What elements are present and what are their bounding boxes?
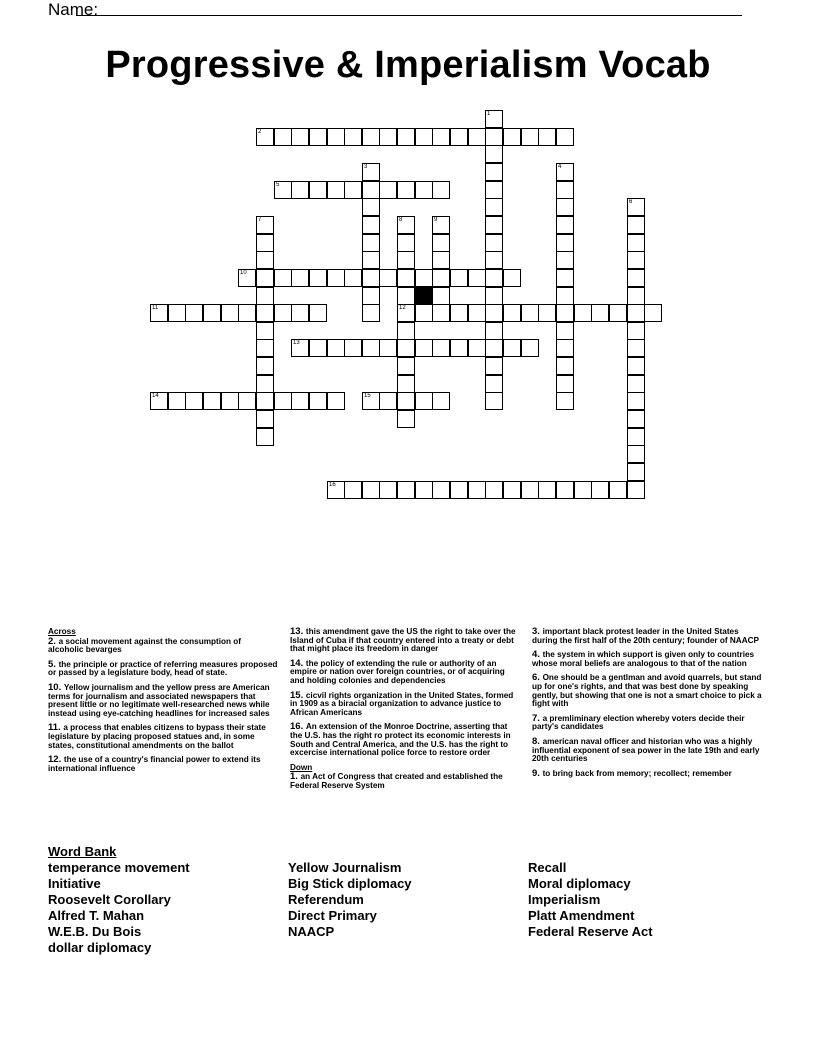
grid-cell[interactable]: [309, 392, 327, 410]
clue-number: 12.: [48, 754, 64, 766]
grid-cell[interactable]: [574, 304, 592, 322]
grid-cell[interactable]: [362, 181, 380, 199]
grid-cell[interactable]: [450, 269, 468, 287]
clues-column-2: [290, 628, 520, 797]
grid-cell[interactable]: [485, 234, 503, 252]
grid-cell[interactable]: [362, 198, 380, 216]
down-clue: [532, 674, 762, 708]
word-bank-item: Alfred T. Mahan: [48, 908, 145, 923]
grid-cell[interactable]: [556, 163, 574, 181]
grid-cell[interactable]: [256, 410, 274, 428]
grid-cell[interactable]: [274, 304, 292, 322]
grid-cell[interactable]: [556, 375, 574, 393]
grid-cell[interactable]: [397, 357, 415, 375]
grid-cell[interactable]: [432, 234, 450, 252]
grid-cell[interactable]: [362, 234, 380, 252]
clue-number: 4: [558, 164, 562, 170]
clue-text: this amendment gave the US the right to take over the Island of Cuba if that country entered into a treaty or debt that might place its freedom in danger: [290, 627, 516, 654]
grid-cell[interactable]: [627, 445, 645, 463]
grid-cell[interactable]: [327, 481, 345, 499]
grid-cell[interactable]: [556, 234, 574, 252]
grid-cell[interactable]: [362, 128, 380, 146]
grid-cell[interactable]: [503, 481, 521, 499]
grid-cell[interactable]: [468, 269, 486, 287]
grid-cell[interactable]: [256, 375, 274, 393]
down-clue: [532, 767, 762, 779]
grid-cell[interactable]: [556, 216, 574, 234]
clue-number: 7: [258, 217, 262, 223]
clue-number: 3: [364, 164, 368, 170]
crossword-grid: [0, 0, 816, 520]
grid-cell[interactable]: [344, 128, 362, 146]
grid-cell[interactable]: [450, 481, 468, 499]
grid-cell[interactable]: [397, 234, 415, 252]
word-bank-item: NAACP: [288, 924, 335, 939]
grid-cell[interactable]: [538, 304, 556, 322]
grid-cell[interactable]: [485, 322, 503, 340]
clue-number: 14: [152, 393, 159, 399]
grid-cell[interactable]: [503, 128, 521, 146]
grid-cell[interactable]: [485, 481, 503, 499]
across-clue: [48, 724, 278, 750]
grid-cell[interactable]: [556, 269, 574, 287]
clue-text: the principle or practice of referring measures proposed or passed by a legislature body, head of state.: [48, 659, 278, 678]
across-heading: Across: [48, 627, 76, 636]
grid-cell[interactable]: [521, 304, 539, 322]
grid-cell[interactable]: [485, 198, 503, 216]
grid-cell[interactable]: [238, 304, 256, 322]
grid-cell[interactable]: [556, 251, 574, 269]
grid-cell[interactable]: [432, 251, 450, 269]
grid-cell[interactable]: [415, 481, 433, 499]
grid-cell[interactable]: [256, 216, 274, 234]
grid-cell[interactable]: [256, 251, 274, 269]
grid-cell[interactable]: [627, 287, 645, 305]
word-bank-item: Initiative: [48, 876, 101, 891]
grid-cell[interactable]: [644, 304, 662, 322]
grid-cell[interactable]: [238, 269, 256, 287]
grid-cell[interactable]: [556, 357, 574, 375]
grid-cell[interactable]: [379, 392, 397, 410]
grid-cell[interactable]: [503, 304, 521, 322]
grid-cell[interactable]: [521, 128, 539, 146]
grid-cell[interactable]: [274, 392, 292, 410]
grid-cell[interactable]: [485, 269, 503, 287]
clue-number: 6.: [532, 672, 543, 684]
across-clue: [290, 723, 520, 757]
grid-cell[interactable]: [379, 269, 397, 287]
grid-cell[interactable]: [627, 251, 645, 269]
grid-cell[interactable]: [450, 128, 468, 146]
clue-number: 2.: [48, 635, 59, 647]
clue-number: 10: [240, 270, 247, 276]
grid-cell[interactable]: [256, 269, 274, 287]
grid-cell[interactable]: [450, 304, 468, 322]
grid-cell[interactable]: [309, 128, 327, 146]
grid-cell[interactable]: [485, 251, 503, 269]
grid-cell[interactable]: [256, 339, 274, 357]
grid-cell[interactable]: [627, 304, 645, 322]
grid-cell[interactable]: [344, 181, 362, 199]
grid-cell[interactable]: [556, 392, 574, 410]
clue-text: the policy of extending the rule or authority of an empire or nation over foreign countries, or of acquiring and holding colonies and dependencies: [290, 658, 505, 685]
grid-cell[interactable]: [485, 163, 503, 181]
grid-cell[interactable]: [468, 339, 486, 357]
grid-cell[interactable]: [327, 269, 345, 287]
clue-number: 1: [487, 111, 491, 117]
grid-cell[interactable]: [397, 339, 415, 357]
grid-cell[interactable]: [432, 216, 450, 234]
across-clue: [290, 657, 520, 686]
word-bank-column-1: [48, 860, 190, 956]
clue-text: An extension of the Monroe Doctrine, asserting that the U.S. has the right ro protect its economic interests in South and Central America, and the U.S. has the right to excercise international police force to restore order: [290, 722, 511, 758]
clue-text: cicvil rights organization in the United States, formed in 1909 as a biracial organization to advance justice to African Americans: [290, 690, 514, 717]
grid-cell[interactable]: [327, 339, 345, 357]
across-clue-list-cont: [290, 628, 520, 758]
grid-cell[interactable]: [468, 304, 486, 322]
grid-cell[interactable]: [415, 392, 433, 410]
grid-cell[interactable]: [432, 339, 450, 357]
grid-cell[interactable]: [150, 392, 168, 410]
grid-cell[interactable]: [503, 339, 521, 357]
grid-cell[interactable]: [538, 481, 556, 499]
grid-cell[interactable]: [556, 339, 574, 357]
word-bank-item: Platt Amendment: [528, 908, 635, 923]
grid-cell[interactable]: [362, 304, 380, 322]
clue-number: 11: [152, 305, 159, 311]
grid-cell[interactable]: [556, 128, 574, 146]
clue-number: 8.: [532, 735, 543, 747]
word-bank-column-3: [528, 860, 653, 940]
grid-cell[interactable]: [503, 269, 521, 287]
grid-cell[interactable]: [291, 269, 309, 287]
grid-cell[interactable]: [344, 269, 362, 287]
grid-cell[interactable]: [415, 304, 433, 322]
clue-text: american naval officer and historian who was a highly influential exponent of sea power in the late 19th and early 20th centuries: [532, 736, 760, 764]
clue-number: 4.: [532, 649, 543, 661]
grid-cell[interactable]: [556, 481, 574, 499]
grid-cell[interactable]: [432, 304, 450, 322]
grid-cell[interactable]: [468, 128, 486, 146]
clue-number: 10.: [48, 681, 64, 693]
grid-cell[interactable]: [627, 375, 645, 393]
grid-cell[interactable]: [256, 234, 274, 252]
clue-text: One should be a gentlman and avoid quarrels, but stand up for one's rights, and that was best done by speaking gently, but showing that one is not a smart choice to pick a fight with: [532, 673, 762, 709]
down-clue: [532, 628, 762, 645]
grid-cell[interactable]: [432, 287, 450, 305]
word-bank-item: Direct Primary: [288, 908, 377, 923]
word-bank-item: Roosevelt Corollary: [48, 892, 171, 907]
grid-cell[interactable]: [362, 481, 380, 499]
grid-cell[interactable]: [627, 463, 645, 481]
clue-number: 6: [629, 199, 633, 205]
grid-cell[interactable]: [432, 269, 450, 287]
clue-text: an Act of Congress that created and established the Federal Reserve System: [290, 772, 503, 790]
clue-text: Yellow journalism and the yellow press are American terms for journalism and associated newspapers that present little or no legitimate well-researched news while instead using eye-catching headlines for increased sales: [48, 682, 270, 718]
grid-cell[interactable]: [591, 304, 609, 322]
down-clue-list-cont: [532, 628, 762, 778]
grid-cell[interactable]: [397, 481, 415, 499]
grid-cell[interactable]: [291, 392, 309, 410]
grid-cell[interactable]: [274, 181, 292, 199]
clue-text: a social movement against the consumption of alcoholic bevarges: [48, 636, 241, 655]
grid-cell[interactable]: [468, 481, 486, 499]
word-bank-item: Referendum: [288, 892, 364, 907]
grid-cell[interactable]: [627, 428, 645, 446]
grid-cell[interactable]: [185, 392, 203, 410]
grid-cell[interactable]: [256, 428, 274, 446]
grid-cell[interactable]: [397, 304, 415, 322]
across-clue: [48, 681, 278, 718]
clue-number: 12: [399, 305, 406, 311]
grid-cell[interactable]: [221, 392, 239, 410]
grid-cell[interactable]: [379, 339, 397, 357]
word-bank-item: Recall: [528, 860, 567, 875]
grid-cell[interactable]: [627, 410, 645, 428]
down-clue: [290, 773, 520, 790]
black-square: [415, 287, 433, 305]
clue-text: to bring back from memory; recollect; remember: [542, 768, 732, 778]
grid-cell[interactable]: [556, 198, 574, 216]
page-title: Progressive & Imperialism Vocab: [105, 44, 711, 86]
grid-cell[interactable]: [397, 392, 415, 410]
grid-cell[interactable]: [309, 339, 327, 357]
grid-cell[interactable]: [627, 339, 645, 357]
clue-number: 3.: [532, 626, 543, 637]
grid-cell[interactable]: [627, 481, 645, 499]
grid-cell[interactable]: [485, 304, 503, 322]
word-bank-item: Imperialism: [528, 892, 601, 907]
grid-cell[interactable]: [362, 216, 380, 234]
down-clue: [532, 712, 762, 732]
grid-cell[interactable]: [397, 251, 415, 269]
grid-cell[interactable]: [450, 339, 468, 357]
grid-cell[interactable]: [485, 339, 503, 357]
grid-cell[interactable]: [256, 322, 274, 340]
grid-cell[interactable]: [168, 392, 186, 410]
clues-column-3: [532, 628, 762, 784]
grid-cell[interactable]: [327, 181, 345, 199]
grid-cell[interactable]: [274, 269, 292, 287]
name-label: Name:: [48, 0, 99, 19]
grid-cell[interactable]: [397, 287, 415, 305]
grid-cell[interactable]: [238, 392, 256, 410]
grid-cell[interactable]: [485, 216, 503, 234]
clue-number: 5: [276, 182, 280, 188]
grid-cell[interactable]: [397, 375, 415, 393]
grid-cell[interactable]: [521, 481, 539, 499]
grid-cell[interactable]: [556, 287, 574, 305]
grid-cell[interactable]: [415, 128, 433, 146]
grid-cell[interactable]: [556, 181, 574, 199]
word-bank-item: Big Stick diplomacy: [288, 876, 412, 891]
grid-cell[interactable]: [485, 287, 503, 305]
clue-text: the use of a country's financial power to extend its international influence: [48, 755, 261, 773]
grid-cell[interactable]: [256, 357, 274, 375]
clue-text: a premliminary election whereby voters decide their party's candidates: [532, 713, 745, 732]
clue-number: 9: [434, 217, 438, 223]
grid-cell[interactable]: [379, 481, 397, 499]
grid-cell[interactable]: [203, 392, 221, 410]
grid-cell[interactable]: [591, 481, 609, 499]
grid-cell[interactable]: [362, 163, 380, 181]
clue-number: 15: [364, 393, 371, 399]
grid-cell[interactable]: [627, 234, 645, 252]
grid-cell[interactable]: [309, 269, 327, 287]
grid-cell[interactable]: [256, 287, 274, 305]
clue-number: 15.: [290, 689, 306, 701]
across-clue: [290, 689, 520, 718]
grid-cell[interactable]: [362, 251, 380, 269]
word-bank-column-2: [288, 860, 412, 940]
grid-cell[interactable]: [538, 128, 556, 146]
grid-cell[interactable]: [485, 145, 503, 163]
grid-cell[interactable]: [627, 357, 645, 375]
word-bank-item: Moral diplomacy: [528, 876, 631, 891]
grid-cell[interactable]: [432, 181, 450, 199]
grid-cell[interactable]: [256, 304, 274, 322]
word-bank-item: temperance movement: [48, 860, 190, 875]
clues-column-1: [48, 628, 278, 779]
grid-cell[interactable]: [627, 269, 645, 287]
clue-number: 16: [329, 482, 336, 488]
grid-cell[interactable]: [432, 392, 450, 410]
grid-cell[interactable]: [291, 181, 309, 199]
grid-cell[interactable]: [397, 128, 415, 146]
grid-cell[interactable]: [521, 339, 539, 357]
clue-number: 8: [399, 217, 403, 223]
down-clue: [532, 735, 762, 764]
grid-cell[interactable]: [362, 339, 380, 357]
grid-cell[interactable]: [415, 339, 433, 357]
clue-text: a process that enables citizens to bypass their state legislature by placing proposed statues and, in some states, constitutional amendments on the ballot: [48, 723, 266, 750]
grid-cell[interactable]: [609, 304, 627, 322]
grid-cell[interactable]: [397, 410, 415, 428]
grid-cell[interactable]: [485, 181, 503, 199]
grid-cell[interactable]: [397, 216, 415, 234]
clue-number: 1.: [290, 771, 301, 783]
grid-cell[interactable]: [485, 110, 503, 128]
down-heading: Down: [290, 762, 313, 772]
grid-cell[interactable]: [415, 269, 433, 287]
clue-number: 16.: [290, 721, 306, 733]
grid-cell[interactable]: [627, 392, 645, 410]
grid-cell[interactable]: [362, 392, 380, 410]
grid-cell[interactable]: [203, 304, 221, 322]
grid-cell[interactable]: [309, 304, 327, 322]
across-clue: [48, 658, 278, 678]
grid-cell[interactable]: [432, 128, 450, 146]
clue-number: 13.: [290, 626, 306, 637]
grid-cell[interactable]: [627, 198, 645, 216]
clue-number: 14.: [290, 657, 306, 669]
grid-cell[interactable]: [362, 287, 380, 305]
grid-cell[interactable]: [397, 269, 415, 287]
word-bank-item: W.E.B. Du Bois: [48, 924, 142, 939]
word-bank-item: dollar diplomacy: [48, 940, 152, 955]
grid-cell[interactable]: [291, 128, 309, 146]
grid-cell[interactable]: [432, 481, 450, 499]
across-clue: [290, 628, 520, 654]
grid-cell[interactable]: [327, 392, 345, 410]
grid-cell[interactable]: [309, 181, 327, 199]
word-bank-item: Yellow Journalism: [288, 860, 402, 875]
grid-cell[interactable]: [256, 392, 274, 410]
grid-cell[interactable]: [556, 304, 574, 322]
grid-cell[interactable]: [627, 216, 645, 234]
grid-cell[interactable]: [291, 339, 309, 357]
grid-cell[interactable]: [397, 322, 415, 340]
grid-cell[interactable]: [485, 375, 503, 393]
across-clue: [48, 635, 278, 655]
grid-cell[interactable]: [415, 181, 433, 199]
grid-cell[interactable]: [221, 304, 239, 322]
grid-cell[interactable]: [379, 128, 397, 146]
grid-cell[interactable]: [485, 357, 503, 375]
grid-cell[interactable]: [485, 128, 503, 146]
clue-number: 2: [258, 129, 262, 135]
clue-text: the system in which support is given only to countries whose moral beliefs are analogous to that of the nation: [532, 650, 755, 668]
clue-number: 7.: [532, 712, 543, 724]
grid-cell[interactable]: [627, 322, 645, 340]
across-clue-list: [48, 635, 278, 774]
word-bank-item: Federal Reserve Act: [528, 924, 653, 939]
grid-cell[interactable]: [379, 181, 397, 199]
clue-number: 11.: [48, 722, 64, 734]
grid-cell[interactable]: [574, 481, 592, 499]
grid-cell[interactable]: [150, 304, 168, 322]
grid-cell[interactable]: [291, 304, 309, 322]
grid-cell[interactable]: [344, 481, 362, 499]
down-clue-list: [290, 773, 520, 790]
grid-cell[interactable]: [556, 322, 574, 340]
across-clue: [48, 756, 278, 773]
grid-cell[interactable]: [362, 269, 380, 287]
grid-cell[interactable]: [485, 392, 503, 410]
grid-cell[interactable]: [609, 481, 627, 499]
clue-number: 9.: [532, 767, 543, 779]
grid-cell[interactable]: [344, 339, 362, 357]
clue-number: 5.: [48, 658, 59, 670]
grid-cell[interactable]: [185, 304, 203, 322]
grid-cell[interactable]: [327, 128, 345, 146]
grid-cell[interactable]: [397, 181, 415, 199]
down-clue: [532, 651, 762, 668]
grid-cell[interactable]: [168, 304, 186, 322]
clue-text: important black protest leader in the United States during the first half of the 20th century; founder of NAACP: [532, 627, 759, 645]
word-bank-heading: Word Bank: [48, 844, 117, 859]
grid-cell[interactable]: [256, 128, 274, 146]
grid-cell[interactable]: [274, 128, 292, 146]
clue-number: 13: [293, 340, 300, 346]
